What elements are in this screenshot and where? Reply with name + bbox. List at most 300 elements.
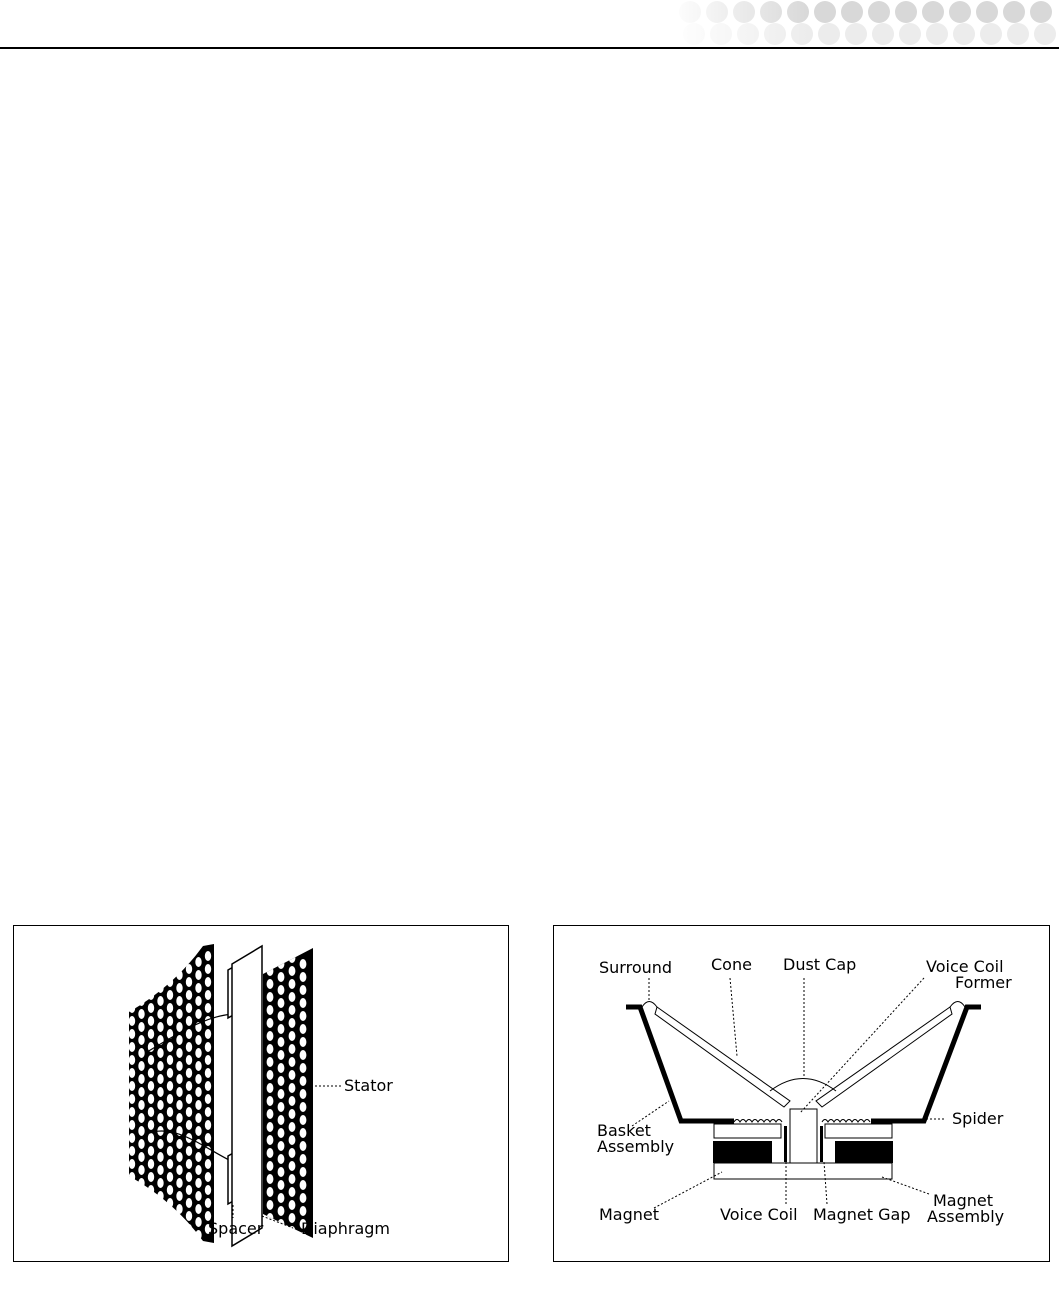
perforation-hole: [186, 1081, 192, 1091]
perforation-hole: [278, 1232, 285, 1242]
perforation-hole: [186, 1172, 192, 1182]
perforation-hole: [138, 1009, 144, 1019]
header-dot: [922, 1, 944, 23]
perforation-hole: [195, 1178, 201, 1188]
perforation-hole: [129, 1081, 135, 1091]
perforation-hole: [278, 1024, 285, 1034]
perforation-hole: [176, 1165, 182, 1175]
perforation-hole: [129, 1133, 135, 1143]
perforation-hole: [278, 985, 285, 995]
perforation-hole: [195, 1100, 201, 1110]
perforation-hole: [176, 957, 182, 967]
perforation-hole: [278, 1037, 285, 1047]
perforation-hole: [289, 1174, 296, 1184]
perforation-hole: [129, 1146, 135, 1156]
magnet-left: [713, 1141, 772, 1163]
perforation-hole: [205, 1081, 211, 1091]
perforation-hole: [186, 1211, 192, 1221]
perforation-hole: [186, 1042, 192, 1052]
perforation-hole: [148, 1107, 154, 1117]
perforation-hole: [176, 983, 182, 993]
perforation-hole: [289, 1057, 296, 1067]
perforation-hole: [205, 1133, 211, 1143]
label-surround: Surround: [599, 958, 673, 977]
magnet-leader: [654, 1172, 722, 1208]
perforation-hole: [148, 1068, 154, 1078]
perforation-hole: [300, 1076, 307, 1086]
perforation-hole: [195, 983, 201, 993]
perforation-hole: [205, 1107, 211, 1117]
perforation-hole: [267, 1031, 274, 1041]
perforation-hole: [176, 1087, 182, 1097]
perforation-hole: [278, 1219, 285, 1229]
perforation-hole: [300, 985, 307, 995]
perforation-hole: [167, 1211, 173, 1221]
perforation-hole: [289, 1018, 296, 1028]
perforation-hole: [186, 951, 192, 961]
perforation-hole: [138, 1035, 144, 1045]
perforation-hole: [300, 959, 307, 969]
perforation-hole: [205, 1198, 211, 1208]
label-voice-coil: Voice Coil: [720, 1205, 798, 1224]
header-dot: [980, 23, 1002, 45]
back-stator: [129, 944, 214, 1243]
perforation-hole: [205, 1094, 211, 1104]
label-stator: Stator: [344, 1076, 393, 1095]
perforation-hole: [176, 1191, 182, 1201]
perforation-hole: [129, 1198, 135, 1208]
voice-coil-left: [784, 1126, 787, 1162]
perforation-hole: [289, 1200, 296, 1210]
perforation-hole: [167, 1133, 173, 1143]
surround-right: [950, 1002, 965, 1008]
perforation-hole: [289, 1213, 296, 1223]
perforation-hole: [300, 1089, 307, 1099]
perforation-hole: [129, 1224, 135, 1234]
perforation-hole: [148, 951, 154, 961]
perforation-hole: [300, 1102, 307, 1112]
perforation-hole: [157, 1087, 163, 1097]
perforation-hole: [289, 1070, 296, 1080]
perforation-hole: [167, 1068, 173, 1078]
perforation-hole: [157, 1009, 163, 1019]
perforation-hole: [186, 1120, 192, 1130]
header-dot: [868, 1, 890, 23]
perforation-hole: [267, 1096, 274, 1106]
perforation-hole: [267, 992, 274, 1002]
perforation-hole: [176, 1204, 182, 1214]
perforation-hole: [195, 1217, 201, 1227]
top-plate-right: [825, 1124, 892, 1138]
perforation-hole: [278, 1115, 285, 1125]
dynamic-driver-diagram: [554, 926, 1049, 1261]
perforation-hole: [176, 996, 182, 1006]
perforation-hole: [186, 1055, 192, 1065]
voice-coil-former: [790, 1109, 817, 1163]
perforation-hole: [195, 1113, 201, 1123]
perforation-hole: [157, 996, 163, 1006]
perforation-hole: [167, 1120, 173, 1130]
perforation-hole: [278, 972, 285, 982]
perforation-hole: [300, 1180, 307, 1190]
perforation-hole: [267, 1161, 274, 1171]
perforation-hole: [157, 970, 163, 980]
label-voice-coil-former-1: Voice Coil: [926, 957, 1004, 976]
perforation-hole: [167, 1094, 173, 1104]
label-cone: Cone: [711, 955, 752, 974]
perforation-hole: [157, 1178, 163, 1188]
perforation-hole: [289, 1109, 296, 1119]
perforation-hole: [186, 1146, 192, 1156]
perforation-hole: [129, 1016, 135, 1026]
perforation-hole: [148, 1003, 154, 1013]
perforation-hole: [148, 1172, 154, 1182]
perforation-hole: [205, 1068, 211, 1078]
perforation-hole: [278, 998, 285, 1008]
perforation-hole: [300, 998, 307, 1008]
perforation-hole: [148, 1224, 154, 1234]
magnet-assembly-leader: [882, 1177, 929, 1194]
perforation-hole: [148, 1081, 154, 1091]
perforation-hole: [278, 1050, 285, 1060]
perforation-hole: [267, 1005, 274, 1015]
perforation-hole: [148, 1133, 154, 1143]
perforation-hole: [186, 1016, 192, 1026]
perforation-hole: [289, 1122, 296, 1132]
perforation-hole: [138, 1191, 144, 1201]
perforation-hole: [289, 1135, 296, 1145]
perforation-hole: [267, 1135, 274, 1145]
perforation-hole: [300, 1167, 307, 1177]
header-dot: [953, 23, 975, 45]
perforation-hole: [205, 1185, 211, 1195]
electrostatic-diagram: [14, 926, 508, 1261]
perforation-hole: [195, 996, 201, 1006]
perforation-hole: [205, 964, 211, 974]
perforation-hole: [289, 1148, 296, 1158]
perforation-hole: [176, 1100, 182, 1110]
perforation-hole: [300, 1050, 307, 1060]
perforation-hole: [167, 1159, 173, 1169]
label-spider: Spider: [952, 1109, 1004, 1128]
perforation-hole: [186, 1094, 192, 1104]
perforation-hole: [167, 1198, 173, 1208]
figure-dynamic-driver-panel: [553, 925, 1050, 1262]
perforation-hole: [278, 1063, 285, 1073]
perforation-hole: [195, 970, 201, 980]
header-dot-pattern: [0, 0, 1059, 50]
perforation-hole: [148, 1055, 154, 1065]
perforation-hole: [148, 1198, 154, 1208]
perforation-hole: [195, 1191, 201, 1201]
perforation-hole: [300, 1011, 307, 1021]
label-basket-1: Basket: [597, 1121, 651, 1140]
label-magnet-gap: Magnet Gap: [813, 1205, 911, 1224]
header-dot: [845, 23, 867, 45]
perforation-hole: [129, 1042, 135, 1052]
perforation-hole: [129, 951, 135, 961]
page-header: [0, 0, 1059, 50]
perforation-hole: [157, 1230, 163, 1240]
perforation-hole: [300, 1193, 307, 1203]
perforation-hole: [167, 951, 173, 961]
perforation-hole: [138, 1152, 144, 1162]
spider-left: [734, 1120, 782, 1123]
perforation-hole: [289, 1096, 296, 1106]
perforation-hole: [138, 1204, 144, 1214]
perforation-hole: [129, 977, 135, 987]
perforation-hole: [278, 1011, 285, 1021]
perforation-hole: [176, 1139, 182, 1149]
perforation-hole: [278, 1089, 285, 1099]
perforation-hole: [195, 1152, 201, 1162]
perforation-hole: [129, 1107, 135, 1117]
perforation-hole: [267, 1200, 274, 1210]
perforation-hole: [129, 1120, 135, 1130]
perforation-hole: [138, 1178, 144, 1188]
header-dot: [1030, 1, 1052, 23]
perforation-hole: [267, 953, 274, 963]
perforation-hole: [267, 1044, 274, 1054]
perforation-hole: [300, 1024, 307, 1034]
perforation-hole: [205, 1042, 211, 1052]
perforation-hole: [278, 1154, 285, 1164]
perforation-hole: [176, 1035, 182, 1045]
perforation-hole: [129, 1055, 135, 1065]
perforation-hole: [148, 1016, 154, 1026]
perforation-hole: [138, 1100, 144, 1110]
perforation-hole: [157, 1100, 163, 1110]
perforation-hole: [278, 1102, 285, 1112]
perforation-hole: [167, 1081, 173, 1091]
perforation-hole: [186, 990, 192, 1000]
perforation-hole: [138, 996, 144, 1006]
perforation-hole: [176, 1113, 182, 1123]
perforation-hole: [157, 1191, 163, 1201]
perforation-hole: [138, 1087, 144, 1097]
perforation-hole: [205, 951, 211, 961]
perforation-hole: [300, 1115, 307, 1125]
perforation-hole: [176, 1230, 182, 1240]
perforation-hole: [195, 1009, 201, 1019]
perforation-hole: [300, 1206, 307, 1216]
perforation-hole: [148, 1120, 154, 1130]
perforation-hole: [167, 990, 173, 1000]
perforation-hole: [148, 990, 154, 1000]
perforation-hole: [138, 1139, 144, 1149]
perforation-hole: [186, 1198, 192, 1208]
perforation-hole: [300, 972, 307, 982]
perforation-hole: [176, 1048, 182, 1058]
perforation-hole: [205, 1029, 211, 1039]
header-dot: [926, 23, 948, 45]
perforation-hole: [129, 990, 135, 1000]
perforation-hole: [148, 1029, 154, 1039]
perforation-hole: [195, 957, 201, 967]
perforation-hole: [289, 1031, 296, 1041]
perforation-hole: [157, 1152, 163, 1162]
perforation-hole: [186, 977, 192, 987]
magnet-right: [835, 1141, 893, 1163]
perforation-hole: [186, 964, 192, 974]
perforation-hole: [267, 1083, 274, 1093]
label-magnet: Magnet: [599, 1205, 660, 1224]
header-dot: [1003, 1, 1025, 23]
perforation-hole: [289, 1083, 296, 1093]
perforation-hole: [138, 983, 144, 993]
perforation-hole: [157, 1204, 163, 1214]
perforation-hole: [167, 977, 173, 987]
perforation-hole: [186, 1224, 192, 1234]
perforation-hole: [278, 1076, 285, 1086]
perforation-hole: [300, 1128, 307, 1138]
perforation-hole: [300, 1154, 307, 1164]
perforation-hole: [129, 964, 135, 974]
front-stator: [263, 948, 313, 1242]
perforation-hole: [157, 983, 163, 993]
perforation-hole: [186, 1068, 192, 1078]
perforation-hole: [267, 979, 274, 989]
perforation-hole: [176, 1009, 182, 1019]
perforation-hole: [129, 1159, 135, 1169]
header-dot: [895, 1, 917, 23]
perforation-hole: [157, 1022, 163, 1032]
perforation-hole: [176, 1217, 182, 1227]
perforation-hole: [300, 1037, 307, 1047]
perforation-hole: [167, 1185, 173, 1195]
perforation-hole: [195, 1230, 201, 1240]
perforation-hole: [176, 970, 182, 980]
perforation-hole: [267, 1109, 274, 1119]
back-plate: [714, 1163, 892, 1179]
perforation-hole: [157, 1074, 163, 1084]
perforation-hole: [167, 1172, 173, 1182]
perforation-hole: [157, 957, 163, 967]
perforation-hole: [138, 1074, 144, 1084]
perforation-hole: [148, 1185, 154, 1195]
perforation-hole: [267, 1070, 274, 1080]
perforation-hole: [195, 1087, 201, 1097]
label-diaphragm: Diaphragm: [301, 1219, 390, 1238]
label-magnet-assembly-2: Assembly: [927, 1207, 1005, 1226]
perforation-hole: [129, 1211, 135, 1221]
perforation-hole: [289, 1044, 296, 1054]
perforation-hole: [176, 1178, 182, 1188]
perforation-hole: [186, 1029, 192, 1039]
perforation-hole: [167, 1107, 173, 1117]
perforation-hole: [176, 1022, 182, 1032]
perforation-hole: [148, 977, 154, 987]
perforation-hole: [289, 953, 296, 963]
perforation-hole: [129, 1029, 135, 1039]
perforation-hole: [148, 964, 154, 974]
perforation-hole: [129, 1172, 135, 1182]
perforation-hole: [267, 1148, 274, 1158]
perforation-hole: [186, 1159, 192, 1169]
perforation-hole: [289, 979, 296, 989]
diaphragm-sheet: [232, 946, 262, 1246]
perforation-hole: [186, 1185, 192, 1195]
perforation-hole: [267, 1057, 274, 1067]
perforation-hole: [148, 1211, 154, 1221]
header-dot: [1034, 23, 1056, 45]
perforation-hole: [138, 1113, 144, 1123]
perforation-hole: [167, 1224, 173, 1234]
header-dot: [899, 23, 921, 45]
perforation-hole: [157, 1048, 163, 1058]
perforation-hole: [176, 1061, 182, 1071]
perforation-hole: [167, 1003, 173, 1013]
perforation-hole: [167, 1042, 173, 1052]
label-dust-cap: Dust Cap: [783, 955, 857, 974]
perforation-hole: [157, 1113, 163, 1123]
header-dot: [814, 1, 836, 23]
perforation-hole: [157, 1139, 163, 1149]
perforation-hole: [167, 1016, 173, 1026]
perforation-hole: [138, 1165, 144, 1175]
perforation-hole: [186, 1107, 192, 1117]
voice-coil-right: [820, 1126, 823, 1162]
perforation-hole: [138, 970, 144, 980]
perforation-hole: [278, 1206, 285, 1216]
perforation-hole: [157, 1061, 163, 1071]
perforation-hole: [278, 1141, 285, 1151]
perforation-hole: [167, 1055, 173, 1065]
perforation-hole: [205, 1159, 211, 1169]
perforation-hole: [267, 1187, 274, 1197]
perforation-hole: [267, 1174, 274, 1184]
perforation-hole: [267, 1122, 274, 1132]
perforation-hole: [278, 1193, 285, 1203]
perforation-hole: [278, 959, 285, 969]
perforation-hole: [267, 1226, 274, 1236]
perforation-hole: [195, 1074, 201, 1084]
header-dot: [872, 23, 894, 45]
perforation-hole: [289, 1187, 296, 1197]
perforation-hole: [129, 1068, 135, 1078]
header-dot: [818, 23, 840, 45]
perforation-hole: [157, 1165, 163, 1175]
cone-right: [816, 1007, 952, 1107]
header-rule: [0, 47, 1059, 49]
perforation-hole: [289, 1005, 296, 1015]
perforation-hole: [157, 1217, 163, 1227]
surround-left: [642, 1002, 657, 1008]
figure-electrostatic-panel: [13, 925, 509, 1262]
perforation-hole: [267, 1018, 274, 1028]
perforation-hole: [195, 1126, 201, 1136]
perforation-hole: [195, 1165, 201, 1175]
perforation-hole: [278, 1128, 285, 1138]
perforation-hole: [138, 1126, 144, 1136]
perforation-hole: [138, 1061, 144, 1071]
header-dot: [841, 1, 863, 23]
cone-left: [655, 1007, 790, 1107]
perforation-hole: [278, 1167, 285, 1177]
perforation-hole: [300, 1141, 307, 1151]
label-magnet-assembly-1: Magnet: [933, 1191, 994, 1210]
perforation-hole: [176, 1152, 182, 1162]
label-voice-coil-former-2: Former: [955, 973, 1012, 992]
perforation-hole: [138, 1022, 144, 1032]
perforation-hole: [289, 1161, 296, 1171]
perforation-hole: [129, 1185, 135, 1195]
perforation-hole: [289, 992, 296, 1002]
perforation-hole: [195, 1048, 201, 1058]
header-dot: [1007, 23, 1029, 45]
cone-leader: [730, 978, 737, 1056]
perforation-hole: [167, 1146, 173, 1156]
